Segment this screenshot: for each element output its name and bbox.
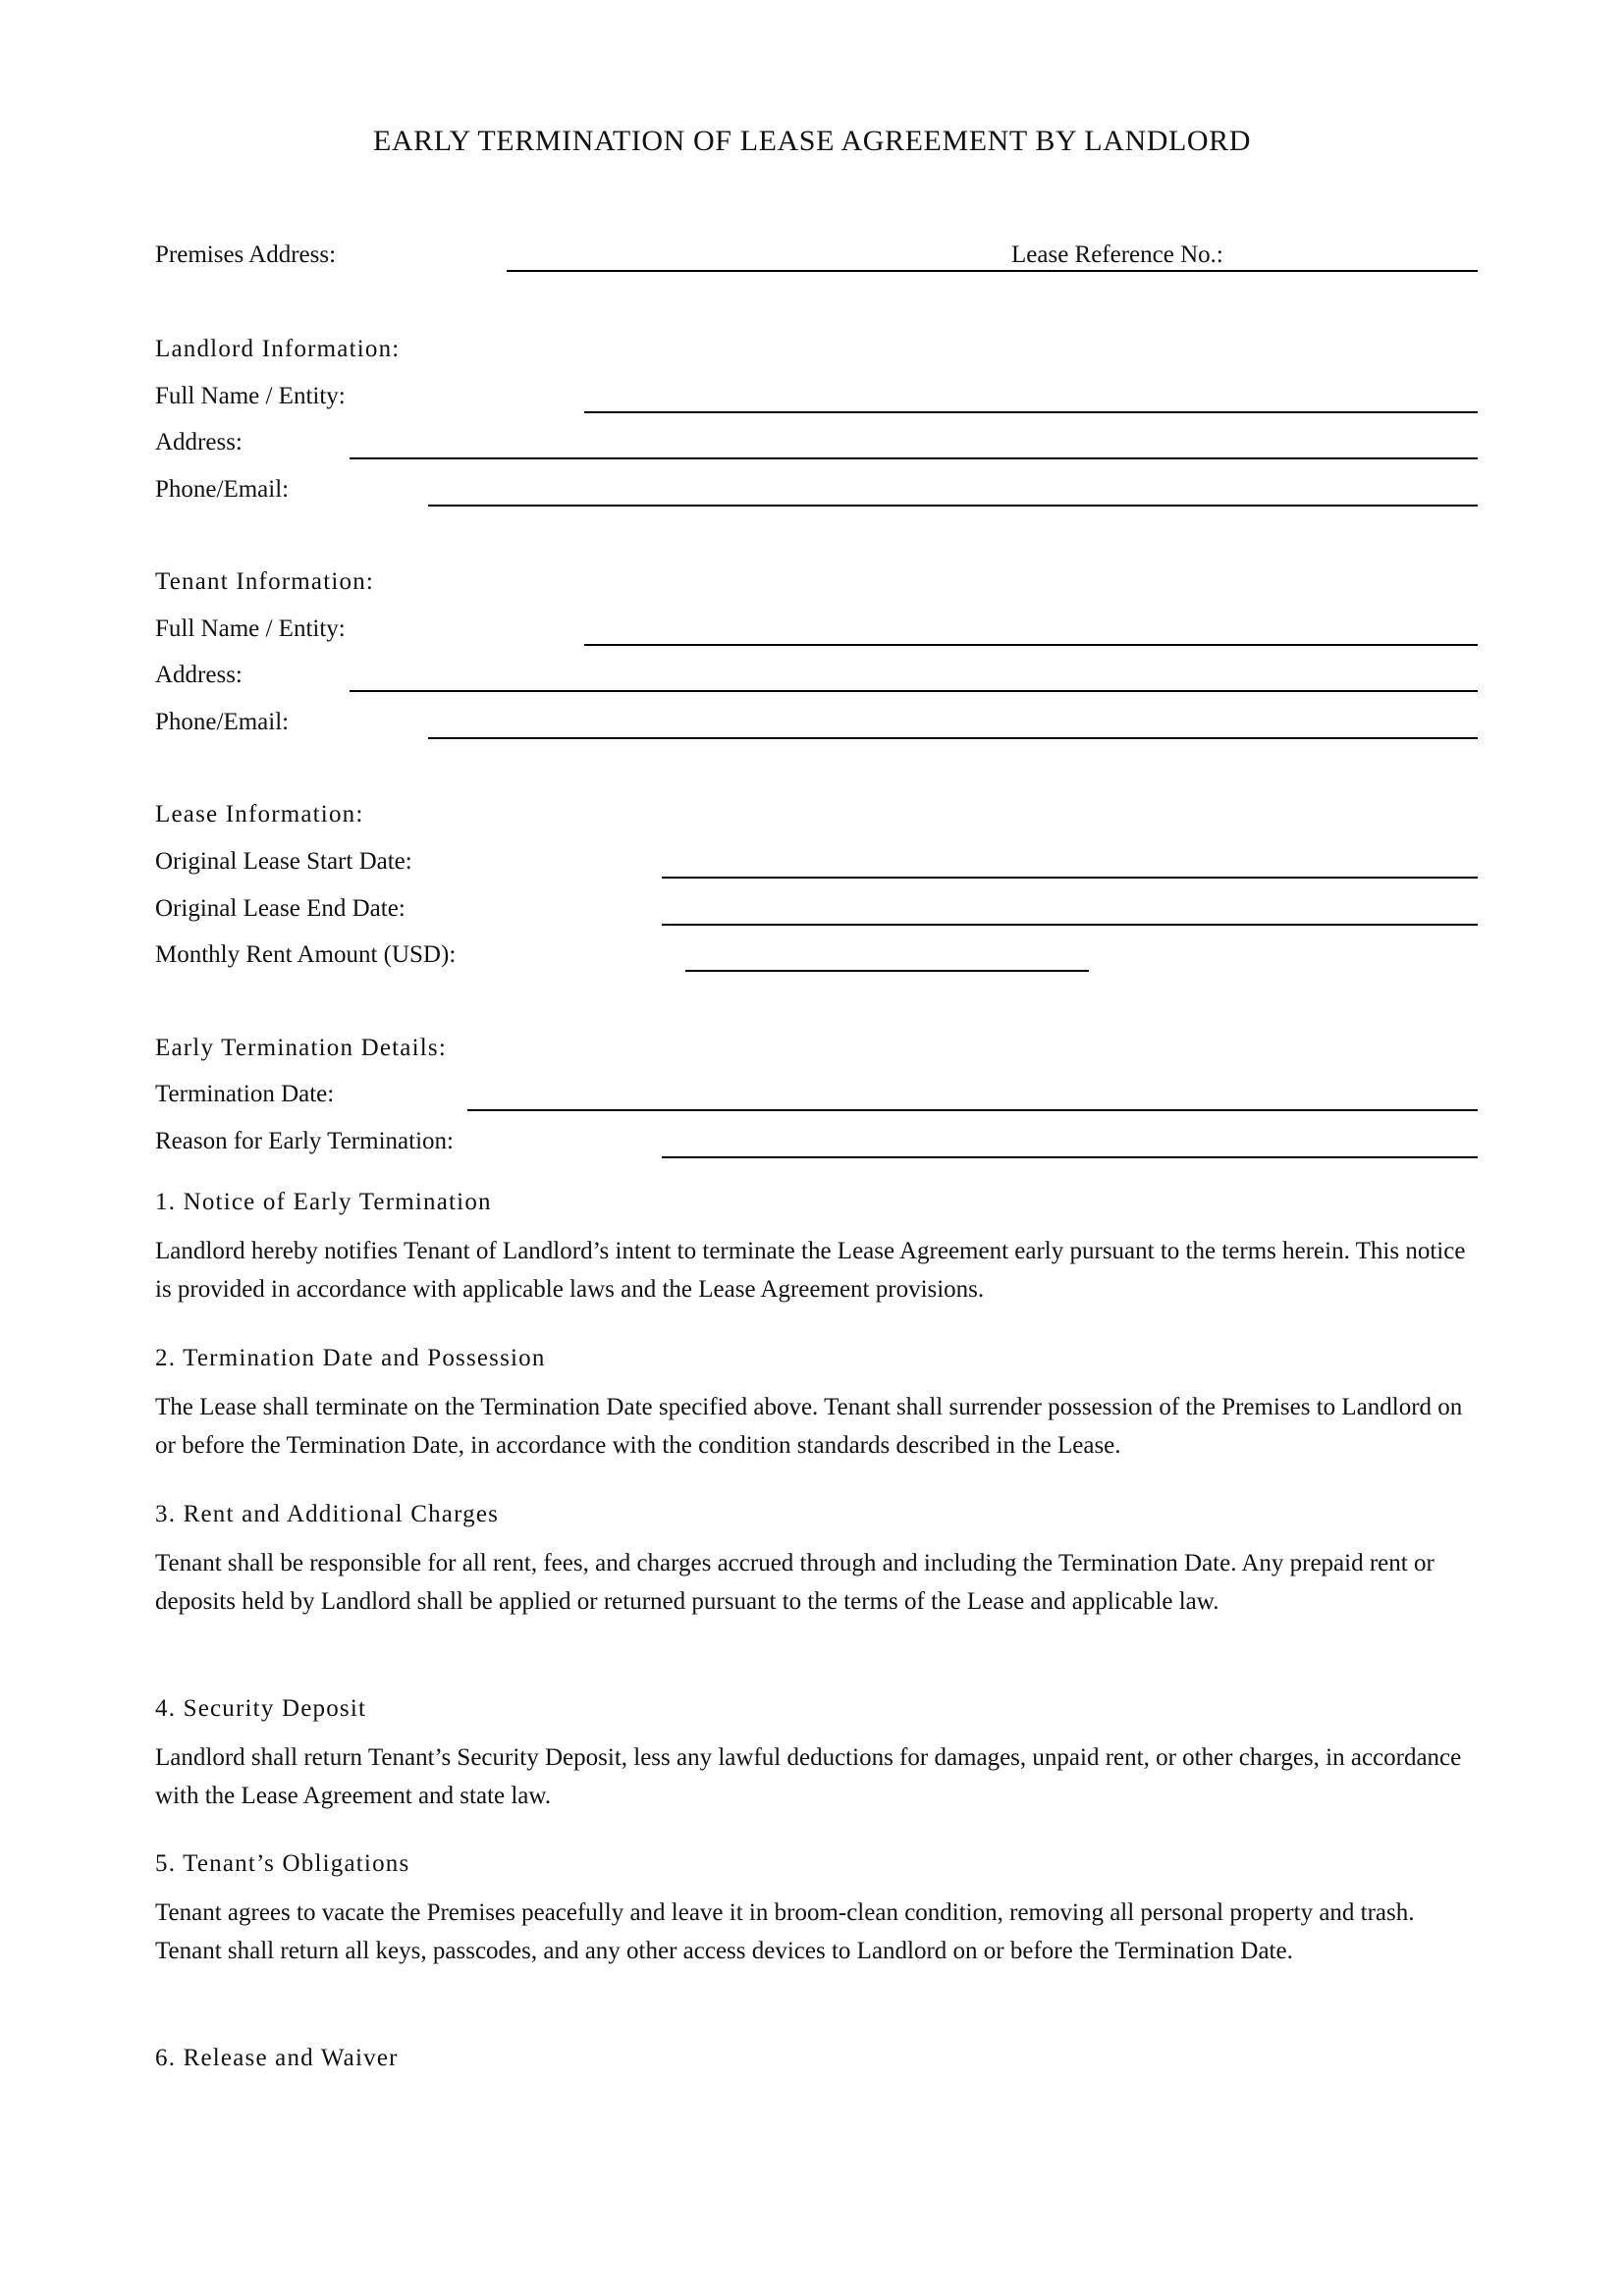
section-heading: 6. Release and Waiver	[155, 2045, 399, 2071]
section-heading: 1. Notice of Early Termination	[155, 1189, 492, 1215]
section-heading: 4. Security Deposit	[155, 1695, 367, 1722]
tenant-contact-field[interactable]	[428, 737, 1478, 739]
landlord-name-field[interactable]	[584, 411, 1478, 413]
landlord-address-field[interactable]	[350, 457, 1478, 459]
lease-end-field[interactable]	[662, 924, 1478, 926]
section-body: Landlord hereby notifies Tenant of Landlord’s intent to terminate the Lease Agreement early pursuant to the terms herein. This notice is provided in accordance with applicable laws and the Lease Agreement provisions.	[155, 1238, 1466, 1303]
lease-heading: Lease Information:	[155, 801, 364, 828]
premises-address-field[interactable]	[507, 270, 1478, 272]
monthly-rent-field[interactable]	[685, 970, 1089, 972]
lease-reference-label: Lease Reference No.:	[1011, 241, 1223, 268]
termination-reason-label: Reason for Early Termination:	[155, 1128, 454, 1154]
lease-start-field[interactable]	[662, 877, 1478, 879]
section-body: Tenant agrees to vacate the Premises peacefully and leave it in broom-clean condition, removing all personal property and trash. Tenant shall return all keys, passcodes, and any other access devices to Landlord on or before the Termination Date.	[155, 1899, 1415, 1964]
termination-date-label: Termination Date:	[155, 1081, 335, 1107]
landlord-contact-label: Phone/Email:	[155, 476, 290, 503]
landlord-name-label: Full Name / Entity:	[155, 383, 346, 409]
section-heading: 5. Tenant’s Obligations	[155, 1850, 410, 1877]
landlord-heading: Landlord Information:	[155, 336, 401, 362]
tenant-heading: Tenant Information:	[155, 568, 375, 595]
monthly-rent-label: Monthly Rent Amount (USD):	[155, 941, 457, 968]
tenant-address-field[interactable]	[350, 690, 1478, 692]
premises-address-label: Premises Address:	[155, 241, 337, 268]
termination-heading: Early Termination Details:	[155, 1035, 447, 1061]
section-heading: 3. Rent and Additional Charges	[155, 1501, 500, 1527]
tenant-contact-label: Phone/Email:	[155, 709, 290, 735]
section-body: Landlord shall return Tenant’s Security Deposit, less any lawful deductions for damages, unpaid rent, or other charges, in accordance with the Lease Agreement and state law.	[155, 1744, 1462, 1809]
tenant-name-label: Full Name / Entity:	[155, 615, 346, 642]
section-body: Tenant shall be responsible for all rent, fees, and charges accrued through and including the Termination Date. Any prepaid rent or deposits held by Landlord shall be applied or returned pursuant to the terms of the Lease and applicable law.	[155, 1550, 1435, 1615]
termination-reason-field[interactable]	[662, 1156, 1478, 1158]
document-title: EARLY TERMINATION OF LEASE AGREEMENT BY LANDLORD	[372, 125, 1252, 157]
tenant-name-field[interactable]	[584, 644, 1478, 646]
landlord-contact-field[interactable]	[428, 505, 1478, 507]
section-body: The Lease shall terminate on the Termination Date specified above. Tenant shall surrender possession of the Premises to Landlord on or before the Termination Date, in accordance with the condition standards described in the Lease.	[155, 1394, 1463, 1459]
section-heading: 2. Termination Date and Possession	[155, 1345, 546, 1371]
tenant-address-label: Address:	[155, 662, 243, 688]
lease-end-label: Original Lease End Date:	[155, 895, 406, 922]
landlord-address-label: Address:	[155, 429, 243, 455]
lease-start-label: Original Lease Start Date:	[155, 848, 412, 875]
termination-date-field[interactable]	[467, 1109, 1478, 1111]
